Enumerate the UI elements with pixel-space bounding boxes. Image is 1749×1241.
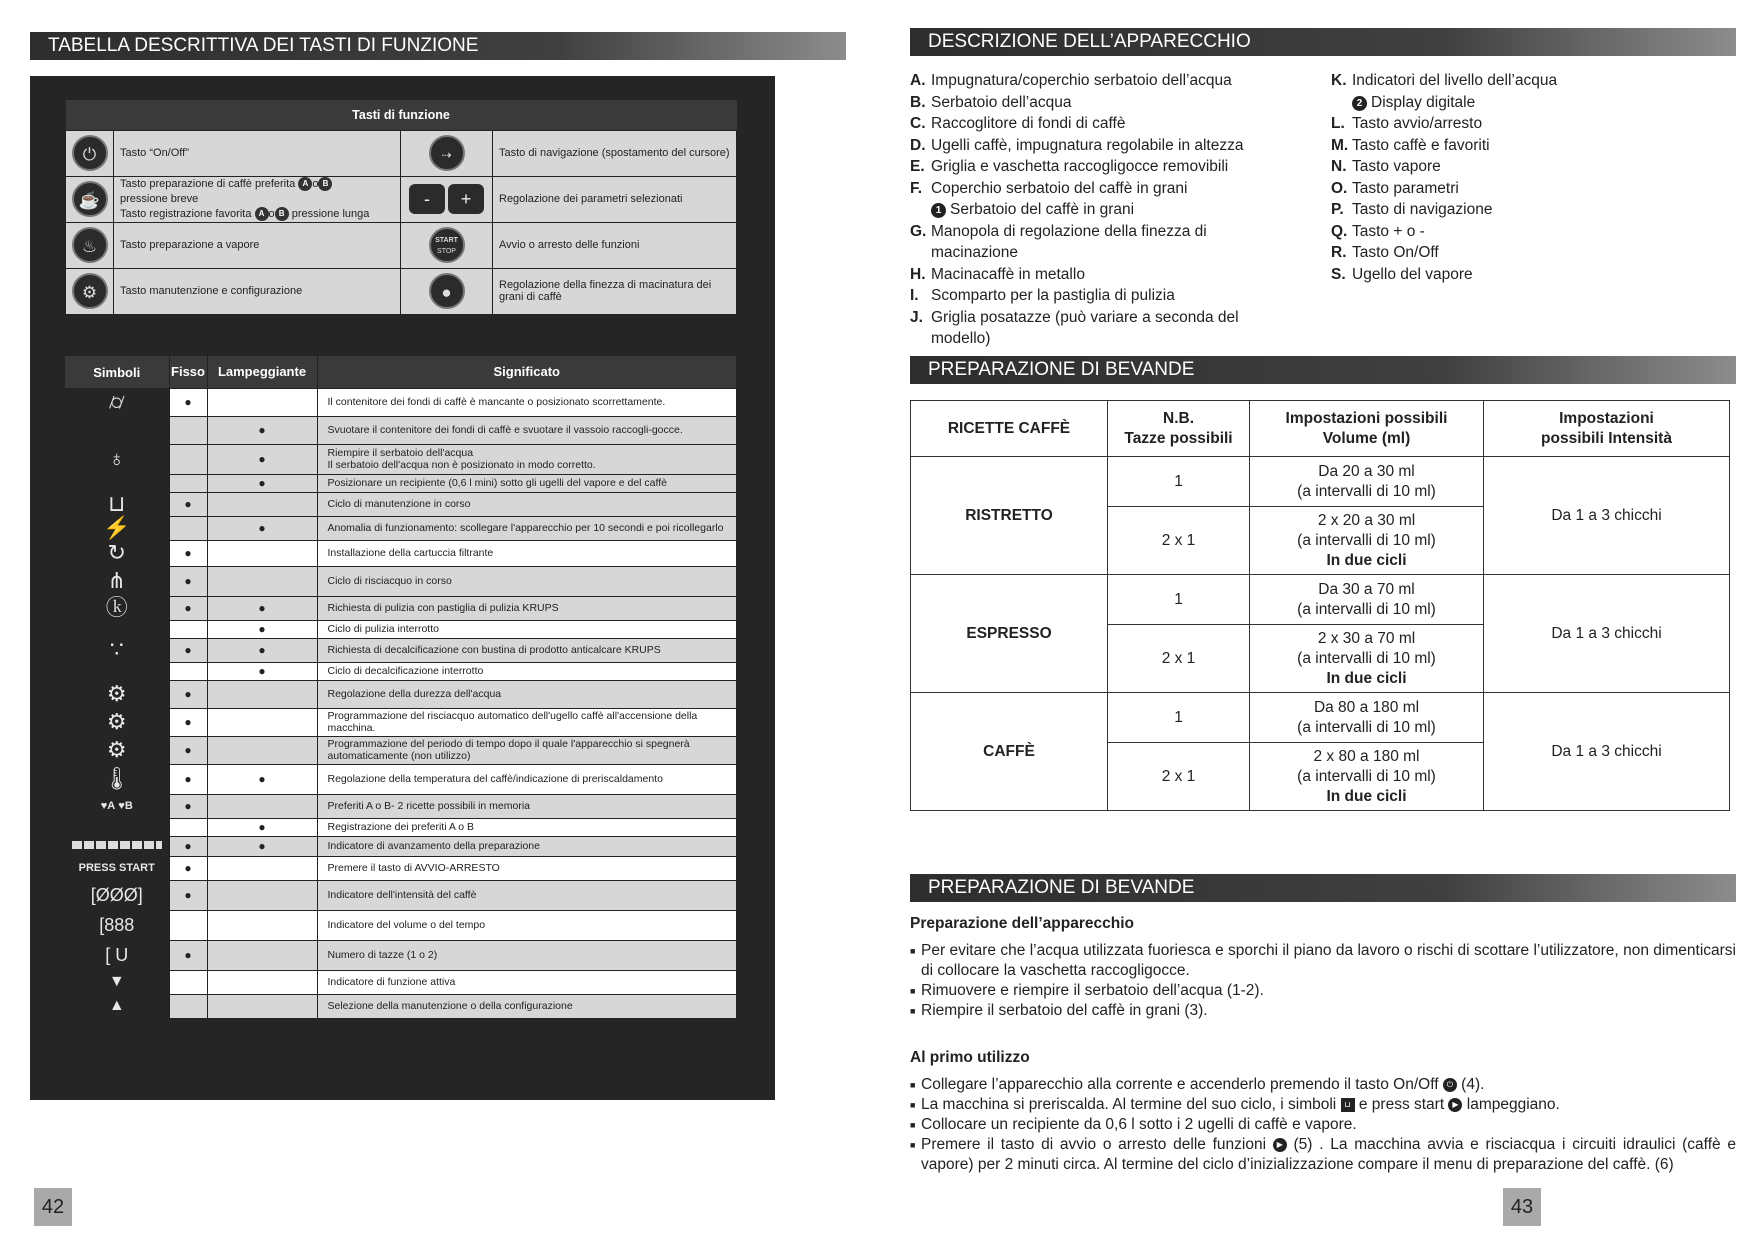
fixed-dot: ● — [169, 492, 207, 516]
gear-icon: ⚙ — [72, 273, 108, 309]
rinse-gear-icon: ⚙ — [106, 709, 127, 734]
table-row — [65, 492, 737, 516]
symbol-meaning: Svuotare il contenitore dei fondi di caffè e svuotare il vassoio raccogli-gocce. — [317, 416, 737, 444]
list-item: G. Manopola di regolazione della finezza di macinazione — [910, 222, 1207, 261]
table-row — [65, 794, 737, 818]
list-item: R. Tasto On/Off — [1331, 244, 1439, 261]
list-item: P. Tasto di navigazione — [1331, 201, 1493, 218]
table-row — [65, 444, 737, 474]
symbol-meaning: Programmazione del risciacquo automatico dell'ugello caffè all'accensione della macchina. — [317, 708, 737, 736]
symbol-meaning: Riempire il serbatoio dell'acqua Il serbatoio dell'acqua non è posizionato in modo corretto. — [317, 444, 737, 474]
symbol-meaning: Premere il tasto di AVVIO-ARRESTO — [317, 856, 737, 880]
symbol-meaning: Ciclo di manutenzione in corso — [317, 492, 737, 516]
list-item: B. Serbatoio dell’acqua — [910, 93, 1072, 111]
blink-dot: ● — [207, 836, 317, 856]
cup-position-icon: ⊔ — [108, 491, 126, 516]
symbol-meaning: Indicatore di funzione attiva — [317, 970, 737, 994]
fixed-dot: ● — [169, 596, 207, 620]
table-row — [65, 736, 737, 764]
cup-icon: ☕ — [72, 181, 108, 217]
table-row — [65, 880, 737, 910]
table-row — [65, 662, 737, 680]
heart-b-icon: B — [275, 207, 289, 221]
table-row — [65, 596, 737, 620]
function-label: Regolazione della finezza di macinatura dei grani di caffè — [493, 268, 737, 314]
fixed-dot: ● — [169, 680, 207, 708]
symbol-meaning: Posizionare un recipiente (0,6 l mini) sotto gli ugelli del vapore e del caffè — [317, 474, 737, 492]
list-item: C. Raccoglitore di fondi di caffè — [910, 115, 1126, 132]
table-row — [65, 940, 737, 970]
fixed-dot: ● — [169, 736, 207, 764]
blink-dot: ● — [207, 818, 317, 836]
fixed-dot: ● — [169, 764, 207, 794]
table-row — [65, 764, 737, 794]
blink-dot: ● — [207, 474, 317, 492]
list-item: L. Tasto avvio/arresto — [1331, 115, 1483, 132]
start-stop-icon: START STOP — [429, 227, 465, 263]
fixed-dot: ● — [169, 388, 207, 416]
table-row: ESPRESSO 1 Da 30 a 70 ml (a intervalli di 10 ml) Da 1 a 3 chicchi — [911, 575, 1730, 625]
table-row: CAFFÈ 1 Da 80 a 180 ml (a intervalli di 10 ml) Da 1 a 3 chicchi — [911, 693, 1730, 743]
list-item: S. Ugello del vapore — [1331, 265, 1473, 283]
symbol-meaning: Ciclo di decalcificazione interrotto — [317, 662, 737, 680]
symbol-meaning: Regolazione della durezza dell'acqua — [317, 680, 737, 708]
section-title: Al primo utilizzo — [910, 1049, 1030, 1066]
progress-bar-icon — [72, 841, 162, 849]
rinse-icon: ⋔ — [107, 568, 126, 593]
blink-dot: ● — [207, 596, 317, 620]
cleaning-tablet-icon: ⓚ — [105, 595, 128, 620]
list-item: ■ Collegare l’apparecchio alla corrente e accenderlo premendo il tasto On/Off ⏻ (4). — [910, 1076, 1485, 1093]
power-icon: ⏻ — [1443, 1078, 1457, 1092]
fixed-dot: ● — [169, 794, 207, 818]
function-label: Tasto di navigazione (spostamento del cursore) — [493, 130, 737, 176]
list-item: K. Indicatori del livello dell’acqua 2 Display digitale — [1331, 72, 1558, 111]
function-label: Tasto “On/Off” — [114, 130, 401, 176]
symbol-meaning: Indicatore di avanzamento della preparazione — [317, 836, 737, 856]
list-item: ■ Collocare un recipiente da 0,6 l sotto i 2 ugelli di caffè e vapore. — [910, 1116, 1357, 1133]
list-item: ■ La macchina si preriscalda. Al termine del suo ciclo, i simboli ⊔ e press start ▶ lampeggiano. — [910, 1096, 1560, 1113]
table-row: RISTRETTO 1 Da 20 a 30 ml (a intervalli di 10 ml) Da 1 a 3 chicchi — [911, 457, 1730, 507]
table-row — [65, 540, 737, 566]
symbol-meaning: Preferiti A o B- 2 ricette possibili in memoria — [317, 794, 737, 818]
beverages-header: PREPARAZIONE DI BEVANDE — [910, 356, 1736, 384]
function-label: Tasto manutenzione e configurazione — [114, 268, 401, 314]
water-hardness-gear-icon: ⚙ — [106, 681, 127, 706]
number-badge: 1 — [931, 203, 946, 218]
power-icon: ⏻ — [72, 135, 108, 171]
blink-dot: ● — [207, 416, 317, 444]
table-row — [65, 680, 737, 708]
symbol-meaning: Numero di tazze (1 o 2) — [317, 940, 737, 970]
grounds-icon: ⌭ — [108, 389, 125, 414]
table-row — [65, 516, 737, 540]
preparation-header: PREPARAZIONE DI BEVANDE — [910, 874, 1736, 902]
thermometer-icon: 🌡 — [102, 766, 131, 791]
press-start-icon: PRESS START — [78, 862, 155, 874]
plug-icon: ⚡ — [103, 515, 131, 540]
symbols-rows — [65, 388, 737, 1018]
parts-list-1 — [910, 70, 1290, 350]
symbols-panel — [30, 76, 775, 1100]
blink-dot: ● — [207, 662, 317, 680]
table-row — [65, 620, 737, 638]
function-label: Tasto preparazione a vapore — [114, 222, 401, 268]
list-item: ■ Riempire il serbatoio del caffè in grani (3). — [910, 1002, 1208, 1019]
page-number: 42 — [34, 1188, 72, 1226]
down-arrow-icon: ▼ — [108, 973, 125, 990]
symbol-meaning: Il contenitore dei fondi di caffè è mancante o posizionato scorrettamente. — [317, 388, 737, 416]
blink-dot: ● — [207, 620, 317, 638]
table-row — [65, 970, 737, 994]
table-row: 2 x 1 2 x 80 a 180 ml (a intervalli di 10 ml) In due cicli — [911, 743, 1730, 811]
list-item: J. Griglia posatazze (può variare a seconda del modello) — [910, 308, 1239, 347]
table-row — [65, 638, 737, 662]
symbol-meaning: Anomalia di funzionamento: scollegare l'apparecchio per 10 secondi e poi ricollegarlo — [317, 516, 737, 540]
fixed-dot: ● — [169, 856, 207, 880]
table-row — [65, 416, 737, 444]
list-item: A. Impugnatura/coperchio serbatoio dell’acqua — [910, 72, 1232, 89]
list-item: ■ Rimuovere e riempire il serbatoio dell’acqua (1-2). — [910, 982, 1264, 999]
up-arrow-icon: ▲ — [108, 997, 125, 1014]
table-row — [65, 818, 737, 836]
table-row — [65, 708, 737, 736]
blink-dot: ● — [207, 516, 317, 540]
symbol-meaning: Ciclo di risciacquo in corso — [317, 566, 737, 596]
start-stop-icon: ▶ — [1273, 1138, 1287, 1152]
favorites-ab-icon: ♥A ♥B — [100, 800, 133, 812]
right-page — [875, 0, 1749, 1241]
function-keys-table — [65, 100, 737, 315]
function-label: Regolazione dei parametri selezionati — [493, 176, 737, 222]
navigation-arrow-icon: ⇢ — [429, 135, 465, 171]
symbol-meaning: Installazione della cartuccia filtrante — [317, 540, 737, 566]
heart-a-icon: A — [255, 207, 269, 221]
function-label: Avvio o arresto delle funzioni — [493, 222, 737, 268]
symbol-meaning: Richiesta di pulizia con pastiglia di pulizia KRUPS — [317, 596, 737, 620]
volume-icon: [888 — [99, 915, 135, 935]
description-header: DESCRIZIONE DELL’APPARECCHIO — [910, 28, 1736, 56]
list-item: O. Tasto parametri — [1331, 179, 1459, 197]
heart-a-icon: A — [298, 177, 312, 191]
symbol-meaning: Regolazione della temperatura del caffè/indicazione di preriscaldamento — [317, 764, 737, 794]
parts-list-2 — [1331, 70, 1711, 285]
left-page — [0, 0, 874, 1241]
symbol-meaning: Registrazione dei preferiti A o B — [317, 818, 737, 836]
blink-dot: ● — [207, 444, 317, 474]
symbol-meaning: Indicatore dell'intensità del caffè — [317, 880, 737, 910]
cups-icon: [ U — [105, 945, 129, 965]
table-row — [65, 388, 737, 416]
symbol-meaning: Selezione della manutenzione o della configurazione — [317, 994, 737, 1018]
plus-minus-icon: - + — [409, 184, 484, 214]
filter-icon: ↻ — [107, 540, 126, 565]
fixed-dot: ● — [169, 540, 207, 566]
table-row — [65, 994, 737, 1018]
blink-dot: ● — [207, 638, 317, 662]
fixed-dot: ● — [169, 880, 207, 910]
fixed-dot: ● — [169, 836, 207, 856]
function-keys-title: Tasti di funzione — [66, 100, 737, 130]
table-row — [65, 836, 737, 856]
start-stop-icon: ▶ — [1448, 1098, 1462, 1112]
table-row — [65, 566, 737, 596]
table-row — [65, 474, 737, 492]
symbol-meaning: Indicatore del volume o del tempo — [317, 910, 737, 940]
list-item: Q. Tasto + o - — [1331, 222, 1425, 240]
symbols-table: Simboli Fisso Lampeggiante Significato ⌭ ● Il contenitore dei fondi di caffè è mancante o posizionato scorrettamente. ● Svuotare il contenitore dei fondi di caffè e svuotare il vassoio raccogli-gocce. ♁ ● Riempire il serbatoio dell'acqua Il serbatoio dell'acqua non è posizionato in modo corretto. ● Posizionare un recipiente (0,6 l mini) sotto gli ugelli del vapore e del caffè ⊔ ● Ciclo di manutenzione in corso ⚡ ● Anomalia di funzionamento: scollegare l'apparecchio per 10 secondi e poi ricollegarlo ↻ ● Installazione della cartuccia filtrante ⋔ ● Ciclo di risciacquo in corso ⓚ ● ● Richiesta di pulizia con pastiglia di pulizia KRUPS ● Ciclo di pulizia interrotto ∵ ● ● Richiesta di decalcificazione con bustina di prodotto anticalcare KRUPS ● Ciclo di decalcificazione interrotto ⚙ ● Regolazione della durezza dell'acqua ⚙ ● Programmazione del risciacquo automatico dell'ugello caffè all'accensione della macchina. ⚙ ● Programmazione del periodo di tempo dopo il quale l'apparecchio si spegnerà automaticamente (non utilizzo) 🌡 ● ● Regolazione della temperatura del caffè/indicazione di preriscaldamento ♥A ♥B ● Preferiti A o B- 2 ricette possibili in memoria ● Registrazione dei preferiti A o B ● ● Indicatore di avanzamento della preparazione PRESS START ● Premere il tasto di AVVIO-ARRESTO [ØØØ] ● Indicatore dell'intensità del caffè [888 Indicatore del volume o del tempo [ U ● Numero di tazze (1 o 2) ▼ Indicatore di funzione attiva ▲ Selezione della manutenzione o della configurazione — [65, 356, 737, 1019]
fixed-dot: ● — [169, 638, 207, 662]
list-item: E. Griglia e vaschetta raccogligocce removibili — [910, 158, 1229, 175]
table-row — [65, 856, 737, 880]
list-item: D. Ugelli caffè, impugnatura regolabile in altezza — [910, 136, 1244, 154]
cup-position-icon: ⊔ — [1341, 1098, 1355, 1112]
page-number: 43 — [1503, 1188, 1541, 1226]
symbol-meaning: Programmazione del periodo di tempo dopo il quale l'apparecchio si spegnerà automaticamente (non utilizzo) — [317, 736, 737, 764]
blink-dot: ● — [207, 764, 317, 794]
list-item: I. Scomparto per la pastiglia di pulizia — [910, 287, 1175, 304]
coffee-bean-icon: ● — [429, 273, 465, 309]
list-item: H. Macinacaffè in metallo — [910, 265, 1085, 283]
table-row: 2 x 1 2 x 20 a 30 ml (a intervalli di 10 ml) In due cicli — [911, 507, 1730, 575]
recipe-rows — [911, 457, 1730, 811]
list-item: ■ Premere il tasto di avvio o arresto delle funzioni ▶ (5) . La macchina avvia e risciacqua i circuiti idraulici (caffè e vapore) per 2 minuti circa. Al termine del ciclo d’inizializzazione compare il menu di preparazione del caffè. (6) — [910, 1136, 1736, 1173]
heart-b-icon: B — [318, 177, 332, 191]
auto-off-gear-icon: ⚙ — [106, 737, 127, 762]
preparation-section — [910, 915, 1736, 1175]
table-row: 2 x 1 2 x 30 a 70 ml (a intervalli di 10 ml) In due cicli — [911, 625, 1730, 693]
symbol-meaning: Richiesta di decalcificazione con bustina di prodotto anticalcare KRUPS — [317, 638, 737, 662]
fixed-dot: ● — [169, 940, 207, 970]
fixed-dot: ● — [169, 708, 207, 736]
number-badge: 2 — [1352, 96, 1367, 111]
descaling-icon: ∵ — [109, 637, 124, 662]
fixed-dot: ● — [169, 566, 207, 596]
left-header: TABELLA DESCRITTIVA DEI TASTI DI FUNZIONE — [30, 32, 846, 60]
list-item: ■ Per evitare che l’acqua utilizzata fuoriesca e sporchi il piano da lavoro o rischi di scottare l’utilizzatore, non dimenticarsi di collocare la vaschetta raccogligocce. — [910, 942, 1736, 979]
intensity-icon: [ØØØ] — [90, 885, 143, 905]
favorite-key-cell: Tasto preparazione di caffè preferita A o B pressione breve Tasto registrazione favorita A o B pressione lunga — [114, 176, 401, 222]
steam-icon: ♨ — [72, 227, 108, 263]
table-row — [65, 910, 737, 940]
list-item: N. Tasto vapore — [1331, 158, 1441, 175]
symbol-meaning: Ciclo di pulizia interrotto — [317, 620, 737, 638]
list-item: M. Tasto caffè e favoriti — [1331, 136, 1490, 154]
list-item: F. Coperchio serbatoio del caffè in grani 1 Serbatoio del caffè in grani — [910, 179, 1188, 218]
water-tank-icon: ♁ — [108, 446, 125, 471]
recipes-table: RICETTE CAFFÈ N.B. Tazze possibili Impostazioni possibili Volume (ml) Impostazioni possibili Intensità RISTRETTO 1 Da 20 a 30 ml (a intervalli di 10 ml) Da 1 a 3 chicchi 2 x 1 2 x 20 a 30 ml (a intervalli di 10 ml) In due cicli ESPRESSO 1 Da 30 a 70 ml (a intervalli di 10 ml) Da 1 a 3 chicchi 2 x 1 2 x 30 a 70 ml (a intervalli di 10 ml) In due cicli CAFFÈ 1 Da 80 a 180 ml (a intervalli di 10 ml) Da 1 a 3 chicchi 2 x 1 2 x 80 a 180 ml (a intervalli di 10 ml) In due cicli — [910, 400, 1730, 811]
section-title: Preparazione dell’apparecchio — [910, 915, 1134, 932]
